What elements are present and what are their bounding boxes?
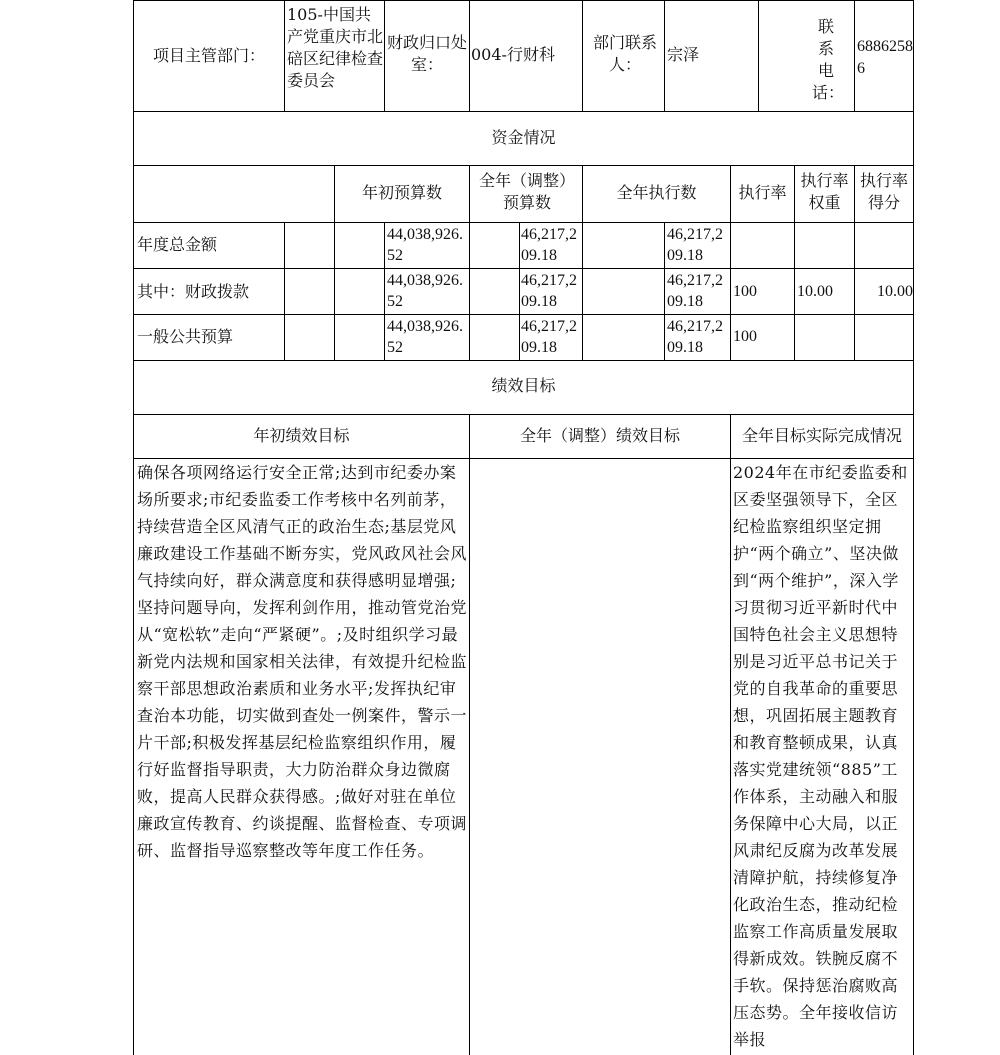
adjusted-goals-text bbox=[472, 459, 728, 1055]
funds-row-weight bbox=[797, 326, 853, 350]
col-line bbox=[334, 222, 335, 360]
funds-row-label: 一般公共预算 bbox=[137, 327, 234, 346]
goals-section-title: 绩效目标 bbox=[491, 376, 556, 395]
col-initial-goals: 年初绩效目标 bbox=[253, 426, 350, 445]
row-line bbox=[133, 165, 914, 166]
col-line bbox=[730, 222, 731, 360]
col-line bbox=[758, 0, 759, 111]
funds-row-executed: 46,217,209.18 bbox=[667, 226, 723, 264]
row-line bbox=[133, 314, 914, 315]
col-line bbox=[854, 0, 855, 111]
office-label: 财政归口处室： bbox=[386, 33, 467, 74]
funds-row-label: 其中：财政拨款 bbox=[137, 282, 250, 301]
initial-goals-text: 确保各项网络运行安全正常;达到市纪委办案场所要求;市纪委监委工作考核中名列前茅，持续营造全区风清气正的政治生态;基层党风廉政建设工作基础不断夯实，党风政风社会风气持续向好，群众满意度和获得感明显增强;坚持问题导向，发挥利剑作用，推动管党治党从“宽松软”走向“严紧硬”。;及时组织学习最新党内法规和国家相关法律，有效提升纪检监察干部思想政治素质和业务水平;发挥执纪审查治本功能，切实做到查处一例案件，警示一片干部;积极发挥基层纪检监察组织作用，履行好监督指导职责，大力防治群众身边微腐败，提高人民群众获得感。;做好对驻在单位廉政宣传教育、约谈提醒、监督检查、专项调研、监督指导巡察整改等年度工作任务。 bbox=[137, 463, 468, 860]
funds-section-title: 资金情况 bbox=[491, 128, 556, 147]
col-line bbox=[664, 0, 665, 111]
dept-label-text: 项目主管部门： bbox=[152, 46, 265, 65]
col-initial-budget: 年初预算数 bbox=[361, 183, 442, 202]
contact-label: 部门联系人： bbox=[592, 33, 657, 74]
col-line bbox=[284, 0, 285, 111]
col-line bbox=[469, 222, 470, 360]
funds-row-label: 年度总金额 bbox=[137, 235, 218, 254]
dept-label bbox=[134, 1, 284, 111]
col-adjusted-budget: 全年（调整）预算数 bbox=[479, 171, 576, 212]
col-line bbox=[469, 414, 470, 1055]
col-actual-completion: 全年目标实际完成情况 bbox=[741, 426, 902, 445]
col-line bbox=[664, 222, 665, 360]
table-border-left bbox=[133, 0, 134, 1055]
row-line bbox=[133, 360, 914, 361]
col-line bbox=[730, 414, 731, 1055]
row-line bbox=[133, 111, 914, 112]
funds-row-score bbox=[857, 234, 913, 258]
col-rate-score: 执行率得分 bbox=[859, 171, 908, 212]
actual-completion-text: 2024年在市纪委监委和区委坚强领导下，全区纪检监察组织坚定拥护“两个确立”、坚决做到“两个维护”，深入学习贯彻习近平新时代中国特色社会主义思想特别是习近平总书记关于党的自我革命的重要思想，巩固拓展主题教育和教育整顿成果，认真落实党建统领“885”工作体系，主动融入和服务保障中心大局，以正风肃纪反腐为改革发展清障护航，持续修复净化政治生态，推动纪检监察工作高质量发展取得新成效。铁腕反腐不手软。保持惩治腐败高压态势。全年接收信访举报 bbox=[733, 463, 908, 1049]
office-value: 004-行财科 bbox=[471, 45, 555, 64]
table-border-right bbox=[913, 0, 914, 1055]
col-line bbox=[284, 222, 285, 360]
funds-row-executed: 46,217,209.18 bbox=[667, 318, 723, 356]
contact-value: 宗泽 bbox=[667, 45, 700, 64]
funds-row-weight: 10.00 bbox=[797, 283, 833, 300]
funds-row-score: 10.00 bbox=[877, 283, 913, 300]
funds-row-rate: 100 bbox=[733, 283, 757, 300]
row-line bbox=[133, 268, 914, 269]
phone-value: 68862586 bbox=[857, 38, 913, 77]
phone-label: 联系电话： bbox=[812, 17, 845, 102]
funds-row-adjusted: 46,217,209.18 bbox=[521, 318, 577, 356]
funds-row-adjusted: 46,217,209.18 bbox=[521, 226, 577, 264]
funds-row-initial: 44,038,926.52 bbox=[387, 226, 463, 264]
funds-row-score bbox=[857, 326, 913, 350]
row-line bbox=[133, 414, 914, 415]
col-line bbox=[519, 222, 520, 360]
col-line bbox=[469, 165, 470, 222]
col-line bbox=[582, 222, 583, 360]
col-adjusted-goals: 全年（调整）绩效目标 bbox=[519, 426, 680, 445]
col-line bbox=[469, 0, 470, 111]
funds-row-adjusted: 46,217,209.18 bbox=[521, 272, 577, 310]
funds-row-weight bbox=[797, 234, 853, 258]
col-rate-weight: 执行率权重 bbox=[800, 171, 849, 212]
funds-row-rate: 100 bbox=[733, 328, 757, 345]
row-line bbox=[133, 222, 914, 223]
col-line bbox=[582, 0, 583, 111]
funds-row-executed: 46,217,209.18 bbox=[667, 272, 723, 310]
col-line bbox=[384, 222, 385, 360]
col-line bbox=[794, 222, 795, 360]
col-executed: 全年执行数 bbox=[616, 183, 697, 202]
funds-row-initial: 44,038,926.52 bbox=[387, 272, 463, 310]
col-line bbox=[384, 0, 385, 111]
dept-value: 105-中国共产党重庆市北碚区纪律检查委员会 bbox=[287, 5, 384, 90]
col-execution-rate: 执行率 bbox=[738, 183, 787, 202]
funds-row-initial: 44,038,926.52 bbox=[387, 318, 463, 356]
funds-row-rate bbox=[733, 234, 793, 258]
